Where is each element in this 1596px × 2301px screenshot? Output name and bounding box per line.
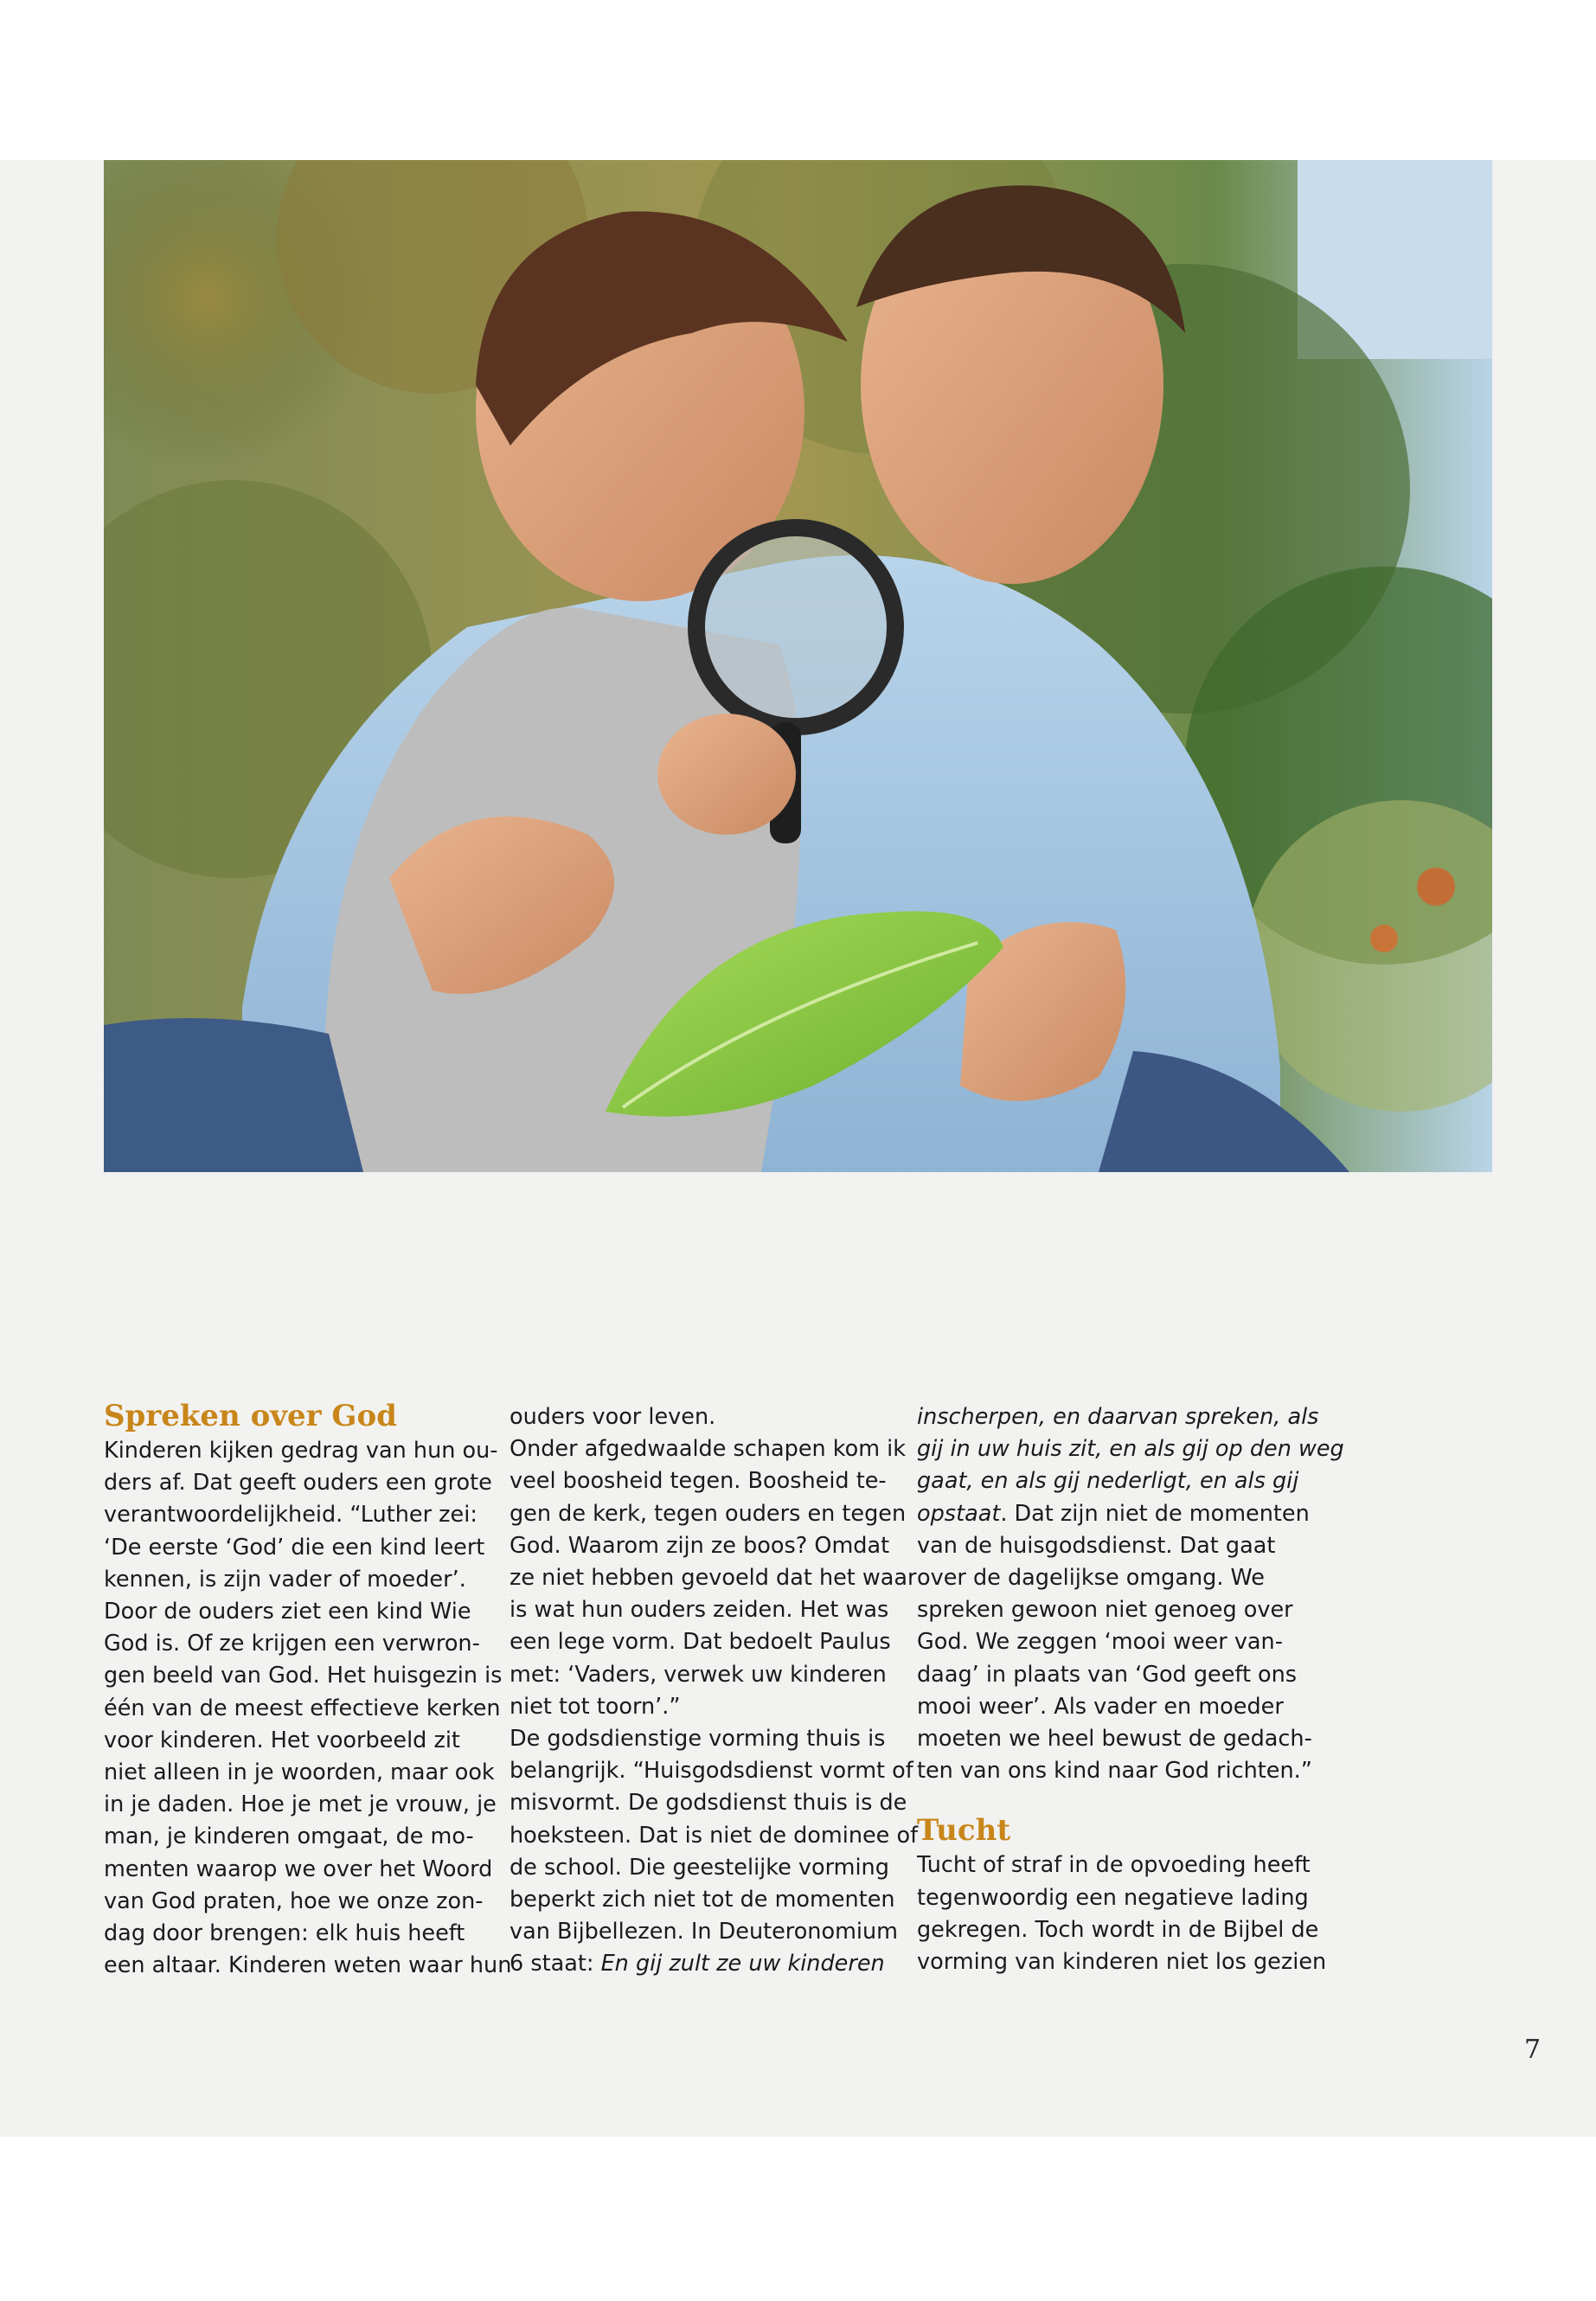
text-line: van Bijbellezen. In Deuteronomium: [510, 1919, 899, 1945]
text-line: vorming van kinderen niet los gezien: [917, 1949, 1327, 1976]
text-line: belangrijk. “Huisgodsdienst vormt of: [510, 1758, 913, 1785]
text-line: hoeksteen. Dat is niet de dominee of: [510, 1822, 919, 1849]
text-line: mooi weer’. Als vader en moeder: [917, 1693, 1284, 1720]
text-line: menten waarop we over het Woord: [104, 1856, 493, 1882]
text-line: ze niet hebben gevoeld dat het waar: [510, 1565, 917, 1592]
text-line: gekregen. Toch wordt in de Bijbel de: [917, 1916, 1319, 1943]
article-column-1: [104, 1397, 512, 1982]
text-line: in je daden. Hoe je met je vrouw, je: [104, 1791, 497, 1818]
text-line: [917, 1498, 1310, 1530]
column-2-paragraph: [510, 1401, 919, 1981]
text-line: met: ‘Vaders, verwek uw kinderen: [510, 1661, 887, 1688]
scripture-quote-line: gaat, en als gij nederligt, en als gij: [917, 1468, 1299, 1495]
text-line: over de dagelijkse omgang. We: [917, 1565, 1265, 1592]
text-line: voor kinderen. Het voorbeeld zit: [104, 1727, 460, 1753]
text-line: misvormt. De godsdienst thuis is de: [510, 1790, 907, 1817]
text-line: tegenwoordig een negatieve lading: [917, 1884, 1309, 1911]
text-line: Kinderen kijken gedrag van hun ou-: [104, 1438, 498, 1464]
text-fragment: . Dat zijn niet de momenten: [1000, 1500, 1310, 1527]
section-heading-spreken-over-god: Spreken over God: [104, 1399, 397, 1433]
text-line: kennen, is zijn vader of moeder’.: [104, 1566, 466, 1593]
scripture-quote-line: gij in uw huis zit, en als gij op den weg: [917, 1436, 1344, 1463]
text-line: Tucht of straf in de opvoeding heeft: [917, 1852, 1311, 1879]
text-line: dag door brengen: elk huis heeft: [104, 1920, 465, 1947]
scripture-quote-line: inscherpen, en daarvan spreken, als: [917, 1404, 1319, 1430]
text-line: niet alleen in je woorden, maar ook: [104, 1759, 495, 1786]
text-line: God. We zeggen ‘mooi weer van-: [917, 1629, 1283, 1656]
text-line: ouders voor leven.: [510, 1404, 716, 1430]
text-line: de school. Die geestelijke vorming: [510, 1854, 889, 1881]
text-line: Onder afgedwaalde schapen kom ik: [510, 1436, 907, 1463]
text-fragment: 6 staat:: [510, 1951, 601, 1977]
scripture-quote: opstaat: [917, 1500, 1001, 1527]
text-line: daag’ in plaats van ‘God geeft ons: [917, 1661, 1298, 1688]
text-line: spreken gewoon niet genoeg over: [917, 1597, 1293, 1624]
text-line: ders af. Dat geeft ouders een grote: [104, 1470, 492, 1497]
page-number: 7: [1524, 2035, 1542, 2065]
text-line: gen beeld van God. Het huisgezin is: [104, 1663, 503, 1689]
text-line: De godsdienstige vorming thuis is: [510, 1726, 886, 1753]
text-line: [510, 1948, 890, 1980]
column-3-paragraph: [917, 1401, 1344, 1787]
column-3-paragraph-tucht: [917, 1849, 1327, 1978]
text-line: een lege vorm. Dat bedoelt Paulus: [510, 1629, 891, 1656]
photo-father-son-magnifying-glass: [104, 160, 1492, 1172]
text-line: niet tot toorn’.”: [510, 1693, 681, 1720]
text-line: Door de ouders ziet een kind Wie: [104, 1599, 471, 1625]
text-line: ‘De eerste ‘God’ die een kind leert: [104, 1534, 485, 1561]
text-line: God is. Of ze krijgen een verwron-: [104, 1631, 480, 1657]
text-line: gen de kerk, tegen ouders en tegen: [510, 1500, 907, 1527]
text-line: man, je kinderen omgaat, de mo-: [104, 1823, 474, 1850]
column-1-paragraph: [104, 1435, 512, 1982]
article-column-2: [510, 1401, 919, 1981]
text-line: ten van ons kind naar God richten.”: [917, 1758, 1312, 1785]
text-line: is wat hun ouders zeiden. Het was: [510, 1597, 889, 1624]
section-heading-tucht: Tucht: [917, 1813, 1011, 1849]
text-line: een altaar. Kinderen weten waar hun: [104, 1952, 512, 1979]
text-line: veel boosheid tegen. Boosheid te-: [510, 1468, 887, 1495]
scripture-quote: En gij zult ze uw kinderen: [600, 1951, 885, 1977]
text-line: beperkt zich niet tot de momenten: [510, 1887, 895, 1913]
text-line: van God praten, hoe we onze zon-: [104, 1888, 484, 1914]
article-column-3: [917, 1401, 1344, 1978]
text-line: God. Waarom zijn ze boos? Omdat: [510, 1532, 890, 1559]
text-line: één van de meest effectieve kerken: [104, 1695, 501, 1721]
text-line: verantwoordelijkheid. “Luther zei:: [104, 1502, 478, 1529]
text-line: moeten we heel bewust de gedach-: [917, 1726, 1312, 1753]
text-line: van de huisgodsdienst. Dat gaat: [917, 1532, 1276, 1559]
